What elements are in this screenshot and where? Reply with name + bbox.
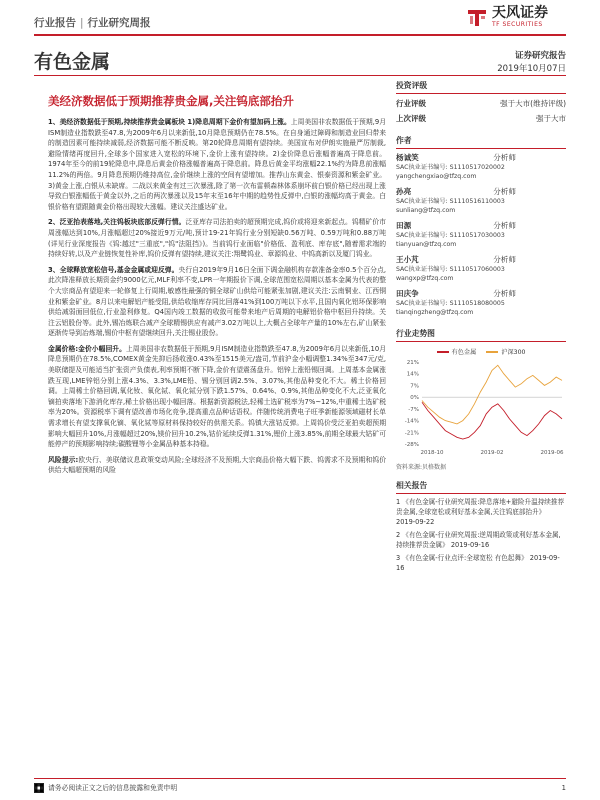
legend-label: 沪深300	[501, 349, 526, 356]
analyst-card	[396, 152, 566, 181]
disclaimer: 请务必阅读正文之后的信息披露和免责申明	[48, 784, 178, 792]
paragraph-lead: 金属价格:金价小幅回升。	[48, 344, 126, 353]
prev-rating-value: 强于大市	[536, 114, 566, 123]
legend-item	[486, 347, 525, 356]
category-label: 行业报告	[34, 17, 76, 29]
subcategory-label: 行业研究周报	[87, 17, 151, 29]
analyst-reg: SAC执业证书编号: S1110517030003	[396, 232, 505, 239]
related-report-link[interactable]: 1 《有色金属-行业研究周报:降息落地+避险升温持续推荐贵金属,全球宽松或利好基本金属,关注钨底部抬升》 2019-09-22	[396, 498, 565, 526]
paragraph-precious-metals	[48, 117, 386, 212]
related-heading: 相关报告	[396, 477, 566, 494]
breadcrumb: 行业报告 | 行业研究周报	[34, 17, 151, 29]
paragraph-metal-prices	[48, 344, 386, 450]
y-tick-label: 0%	[410, 395, 419, 402]
rating-heading: 投资评级	[396, 77, 566, 94]
analyst-email[interactable]: yangchengxiao@tfzq.com	[396, 173, 477, 180]
analyst-role: 分析师	[493, 187, 516, 196]
paragraph-text: 央行自2019年9月16日全面下调金融机构存款准备金率0.5个百分点,此次降准释放长期资金约9000亿元,MLF利率不变,LPR一年期报价下调,全球范围宽松周期以基本金属为代表的整个大宗商品有望迎来一轮修复上行周期,敏感性最强的铜全球矿山供给可能紧张加剧,建议关注:云南铜业、江西铜业和紫金矿业。8月以来电解铝产能受阻,供给收缩库存同比回落41%到100万吨以下水平,且国内氧化铝环保影响供给减弱面回低位,行业盈利修复。Q4国内竣工数据的收敛可能带来地产后周期的电解铝价格中枢回升持续。关注云铝股份等。此外,锡冶炼联合减产全球精锡供应有减产3.02万吨以上,大概占全球年产量的10%左右,矿山紧张逐渐传导到冶炼端,锡价中枢有望继续回升,关注锡业股份。	[48, 265, 386, 338]
related-report-link[interactable]: 2 《有色金属-行业研究周报:逆周期政策或利好基本金属,持续推荐贵金属》 2019-09-16	[396, 531, 561, 549]
analyst-reg: SAC执业证书编号: S1110517020002	[396, 164, 505, 171]
analyst-role: 分析师	[493, 255, 516, 264]
paragraph-text: 上周美国非农数据低于预期,9月ISM制造业指数跌至47.8,为2009年6月以来新低,10月降息预期仍在78.5%,COMEX黄金先抑后扬收涨0.43%至1515美元/盎司,节前沪金小幅调整1.34%至347元/克,美联储提及可能适当扩张资产负债表,利率预期不断下降,金价有望震荡盘升。铝锌上涨铅锡回调。	[48, 344, 386, 375]
analyst-role: 分析师	[493, 289, 516, 298]
trend-chart	[396, 325, 566, 471]
paragraph-lead: 1、美经济数据低于预期,持续推荐贵金属板块 1)降息周期下金价有望加码上涨。	[48, 118, 291, 126]
page-number: 1	[561, 783, 566, 792]
logo-en-text: TF SECURITIES	[492, 21, 543, 28]
paragraph-base-metals	[48, 265, 386, 339]
chart-source: 资料来源:贝格数据	[396, 464, 447, 471]
paragraph-tungsten	[48, 217, 386, 259]
authors-heading: 作者	[396, 132, 566, 149]
analyst-name: 孙亮	[396, 187, 412, 196]
paragraph-text: 上周基本金属涨跌互现,LME锌铝分别上涨4.3%、3.3%,LME铅、锡分别回调2.5%、3.07%,其他品种变化不大。稀土价格回调。上周稀土价格回调,氧化钕、氧化铽、氧化铽分别下跌1.57%、0.64%、0.9%,其他品种变化不大,泛亚氧化镝拍卖落地下游消化库存,稀土价格出现小幅回落。根据新资源税法,轻稀土选矿税率为7%~12%,中重稀土选矿税率为20%。资源税率下调有望改善市场化竞争,提高重点品种话语权。伴随传统消费电子旺季新能源领域磁材长单需求增长有望支撑氧化镝、氧化铽等原材料保持较好的供需关系。钨镇大涨钴反弹。上周钨价受泛亚拍卖超预期影响大幅回升10%,月涨幅超过20%,镁价回升10.2%,钴价延续反弹1.31%,锂价上涨3.85%,前期全球最大钴矿可能停产的预期影响持续;碳酸锂等小金属品种基本持稳。	[48, 366, 386, 449]
series-line-0	[422, 402, 562, 439]
paragraph-text: 1974年至今的前19轮降息中,降息后黄金价格涨幅普遍高于降息前。降息后黄金平均涨幅22.1%约为降息前涨幅11.2%的两倍。9月降息预期仍维持高位,金价继续上涨的空间有望增加。推荐山东黄金、银泰资源和紫金矿业。3)黄金上涨,白银从未缺席。	[48, 160, 386, 190]
analyst-card	[396, 186, 566, 215]
page-footer	[34, 782, 566, 793]
analyst-email[interactable]: wangxp@tfzq.com	[396, 275, 454, 282]
footer-divider	[34, 778, 566, 779]
x-tick-label: 2019-02	[480, 450, 504, 456]
paragraph-text: 泛亚库存司法拍卖的超预期完成,钨价或将迎来新起点。钨精矿价市周涨幅达到10%,月涨幅超过20%接近9万元/吨,预计19-21年钨行业分别短缺0.56万吨、0.59万吨和0.88万吨(详见行业深度报告《钨:越过"三重底","钨"法阻挡》)。当前钨行业面临"价格低、盈利底、库存底",随着需求端的持续好转,以及产业链恢复性补库,钨价反弹有望持续,建议关注:翔鹭钨业、章源钨业、中钨高新以及厦门钨业。	[48, 218, 386, 259]
analyst-email[interactable]: tianyuan@tfzq.com	[396, 241, 457, 248]
y-tick-label: 21%	[406, 360, 419, 366]
analyst-reg: SAC执业证书编号: S1110516110003	[396, 198, 505, 205]
analyst-reg: SAC执业证书编号: S1110518080005	[396, 300, 505, 307]
y-tick-label: -14%	[404, 418, 419, 425]
analyst-name: 王小芃	[396, 255, 419, 264]
report-type: 证券研究报告	[514, 51, 566, 61]
analyst-card	[396, 220, 566, 249]
sidebar	[396, 77, 566, 576]
analyst-role: 分析师	[493, 221, 516, 230]
rating-label: 行业评级	[396, 99, 426, 108]
x-tick-label: 2019-06	[540, 450, 564, 456]
related-reports	[396, 497, 566, 573]
qr-code-icon	[34, 783, 44, 793]
paragraph-risk	[48, 455, 386, 476]
y-tick-label: -28%	[404, 442, 419, 448]
report-date: 2019年10月07日	[497, 64, 566, 74]
title-divider	[34, 75, 566, 76]
risk-label: 风险提示:	[48, 455, 79, 464]
legend-label: 有色金属	[451, 349, 477, 356]
analyst-card	[396, 288, 566, 317]
rating-row	[396, 96, 566, 111]
legend-swatch	[437, 351, 449, 353]
report-body	[48, 117, 386, 481]
risk-text: 欧央行、美联储议息政策变动风险;全球经济不及预期,大宗商品价格大幅下跌、钨需求不及预期和钨价供给大幅超预期的风险	[48, 455, 387, 475]
sector-title: 有色金属	[34, 51, 111, 73]
rating-value: 强于大市(维持评级)	[500, 99, 566, 108]
logo-cn-text: 天风证券	[492, 5, 548, 21]
y-tick-label: 14%	[406, 371, 419, 378]
prev-rating-label: 上次评级	[396, 114, 426, 123]
analyst-reg: SAC执业证书编号: S1110517060003	[396, 266, 505, 273]
y-tick-label: -7%	[408, 406, 419, 413]
header-divider	[34, 34, 566, 36]
brand-logo	[466, 6, 548, 28]
analyst-role: 分析师	[493, 153, 516, 162]
paragraph-text: 上周美国非农数据低于预期,9月ISM制造业指数跌至47.8,为2009年6月以来新低,10月降息预期仍在78.5%。在自身通过障碍和制造业回归带来的制造因素可能持续减弱,经济数据可能不断反映。第20轮降息周期有望持续。美国宣布对伊朗实施最严厉制裁,避险情绪再度回升,全球多个国家进入宽松的环境下,金价上涨有望持续。2)金价降息后涨幅普遍高于降息前。	[48, 118, 386, 158]
analyst-name: 田庆争	[396, 289, 419, 298]
related-report-link[interactable]: 3 《有色金属-行业点评:全球宽松 有色起舞》 2019-09-16	[396, 554, 560, 572]
tf-logo-icon	[466, 6, 488, 28]
analyst-email[interactable]: sunliang@tfzq.com	[396, 207, 456, 214]
paragraph-lead: 3、全球释放宽松信号,基金金属或迎反弹。	[48, 265, 179, 274]
analyst-card	[396, 254, 566, 283]
legend-item	[437, 347, 477, 356]
y-tick-label: -21%	[404, 430, 419, 437]
line-chart	[396, 358, 566, 458]
analyst-email[interactable]: tianqingzheng@tfzq.com	[396, 309, 474, 316]
y-tick-label: 7%	[410, 383, 419, 390]
analyst-name: 田源	[396, 221, 412, 230]
paragraph-lead: 2、泛亚抬表落地,关注钨板块底部反弹行情。	[48, 218, 186, 227]
paragraph-text: 二战以来黄金有过三次暴涨,除了第一次布雷顿森林体系崩坏前白银价格已经出现上涨导致白银涨幅低于黄金以外,之后的两次暴涨以及15年末至16年中期的趋势性反弹中,白银的涨幅均高于黄金。白银价格有望跟随黄金价格出现较大涨幅。建议关注盛达矿业。	[48, 181, 386, 211]
analyst-name: 杨诚笑	[396, 153, 419, 162]
authors-list	[396, 152, 566, 317]
x-tick-label: 2018-10	[420, 450, 444, 456]
legend-swatch	[486, 351, 498, 353]
prev-rating-row	[396, 111, 566, 126]
series-line-1	[422, 365, 562, 424]
page-title: 美经济数据低于预期推荐贵金属,关注钨底部抬升	[48, 94, 294, 108]
chart-legend	[396, 347, 566, 356]
trend-heading: 行业走势图	[396, 325, 566, 342]
